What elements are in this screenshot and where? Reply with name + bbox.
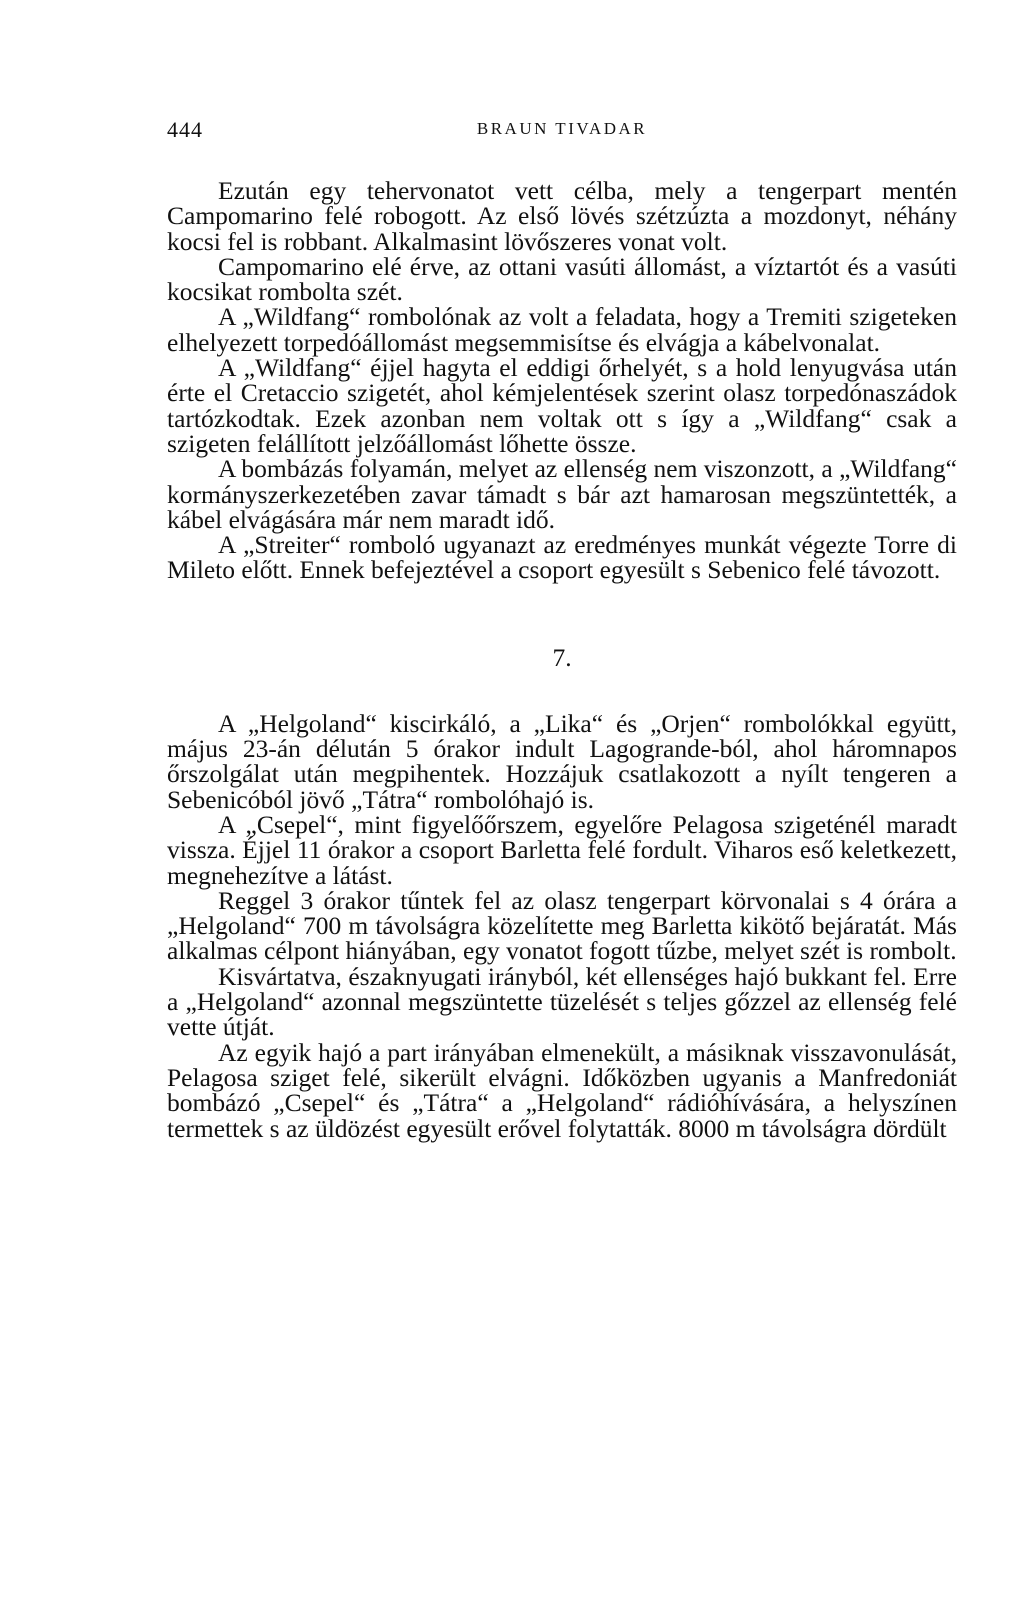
paragraph: A bombázás folyamán, melyet az ellenség nem viszonzott, a „Wildfang“ kormányszerkezetében zavar támadt s bár azt hamarosan megszüntették, a kábel elvágására már nem maradt idő. [167, 454, 957, 534]
page-number: 444 [167, 117, 203, 142]
body-text [167, 178, 957, 1141]
paragraph: A „Wildfang“ éjjel hagyta el eddigi őrhelyét, s a hold lenyugvása után érte el Cretaccio szigetét, ahol kémjelentések szerint olasz torpedónaszádok tartózkodtak. Ezek azonban nem voltak ott s így a „Wildfang“ csak a szigeten felállított jelzőállomást lőhette össze. [167, 353, 957, 458]
paragraph: A „Csepel“, mint figyelőőrszem, egyelőre Pelagosa szigeténél maradt vissza. Éjjel 11 órakor a csoport Barletta felé fordult. Viharos eső keletkezett, megnehezítve a látást. [167, 809, 957, 890]
paragraph: Reggel 3 órakor tűntek fel az olasz tengerpart körvonalai s 4 órára a „Helgoland“ 700 m távolságra közelítette meg Barletta kikötő bejáratát. Más alkalmas célpont hiányában, egy vonatot fogott tűzbe, melyet szét is rombolt. [167, 885, 957, 966]
paragraph: A „Helgoland“ kiscirkáló, a „Lika“ és „Orjen“ rombolókkal együtt, május 23-án délután 5 órakor indult Lagogrande-ból, ahol háromnapos őrszolgálat után megpihentek. Hozzájuk csatlakozott a nyílt tengeren a Sebenicóból jövő „Tátra“ rombolóhajó is. [167, 708, 957, 814]
paragraph: Kisvártatva, északnyugati irányból, két ellenséges hajó bukkant fel. Erre a „Helgoland“ azonnal megszüntette tüzelését s teljes gőzzel az ellenség felé vette útját. [167, 961, 957, 1042]
running-head [167, 117, 957, 147]
paragraph: Az egyik hajó a part irányában elmenekült, a másiknak visszavonulását, Pelagosa sziget felé, sikerült elvágni. Időközben ugyanis a Manfredoniát bombázó „Csepel“ és „Tátra“ a „Helgoland“ rádióhívására, a helyszínen termettek s az üldözést egyesült erővel folytatták. 8000 m távolságra dördült [167, 1037, 957, 1143]
paragraph: Campomarino elé érve, az ottani vasúti állomást, a víztartót és a vasúti kocsikat rombolta szét. [167, 251, 957, 307]
paragraph: Ezután egy tehervonatot vett célba, mely a tengerpart mentén Campomarino felé robogott. Az első lövés szétzúzta a mozdonyt, néhány kocsi fel is robbant. Alkalmasint lövőszeres vonat volt. [167, 176, 957, 256]
paragraph: A „Streiter“ romboló ugyanazt az eredményes munkát végezte Torre di Mileto előtt. Ennek befejeztével a csoport egyesült s Sebenico felé távozott. [167, 530, 957, 585]
paragraph: A „Wildfang“ rombolónak az volt a feladata, hogy a Tremiti szigeteken elhelyezett torpedóállomást megsemmisítse és elvágja a kábelvonalat. [167, 302, 957, 357]
section-number: 7. [552, 642, 572, 672]
running-title: BRAUN TIVADAR [476, 119, 648, 138]
